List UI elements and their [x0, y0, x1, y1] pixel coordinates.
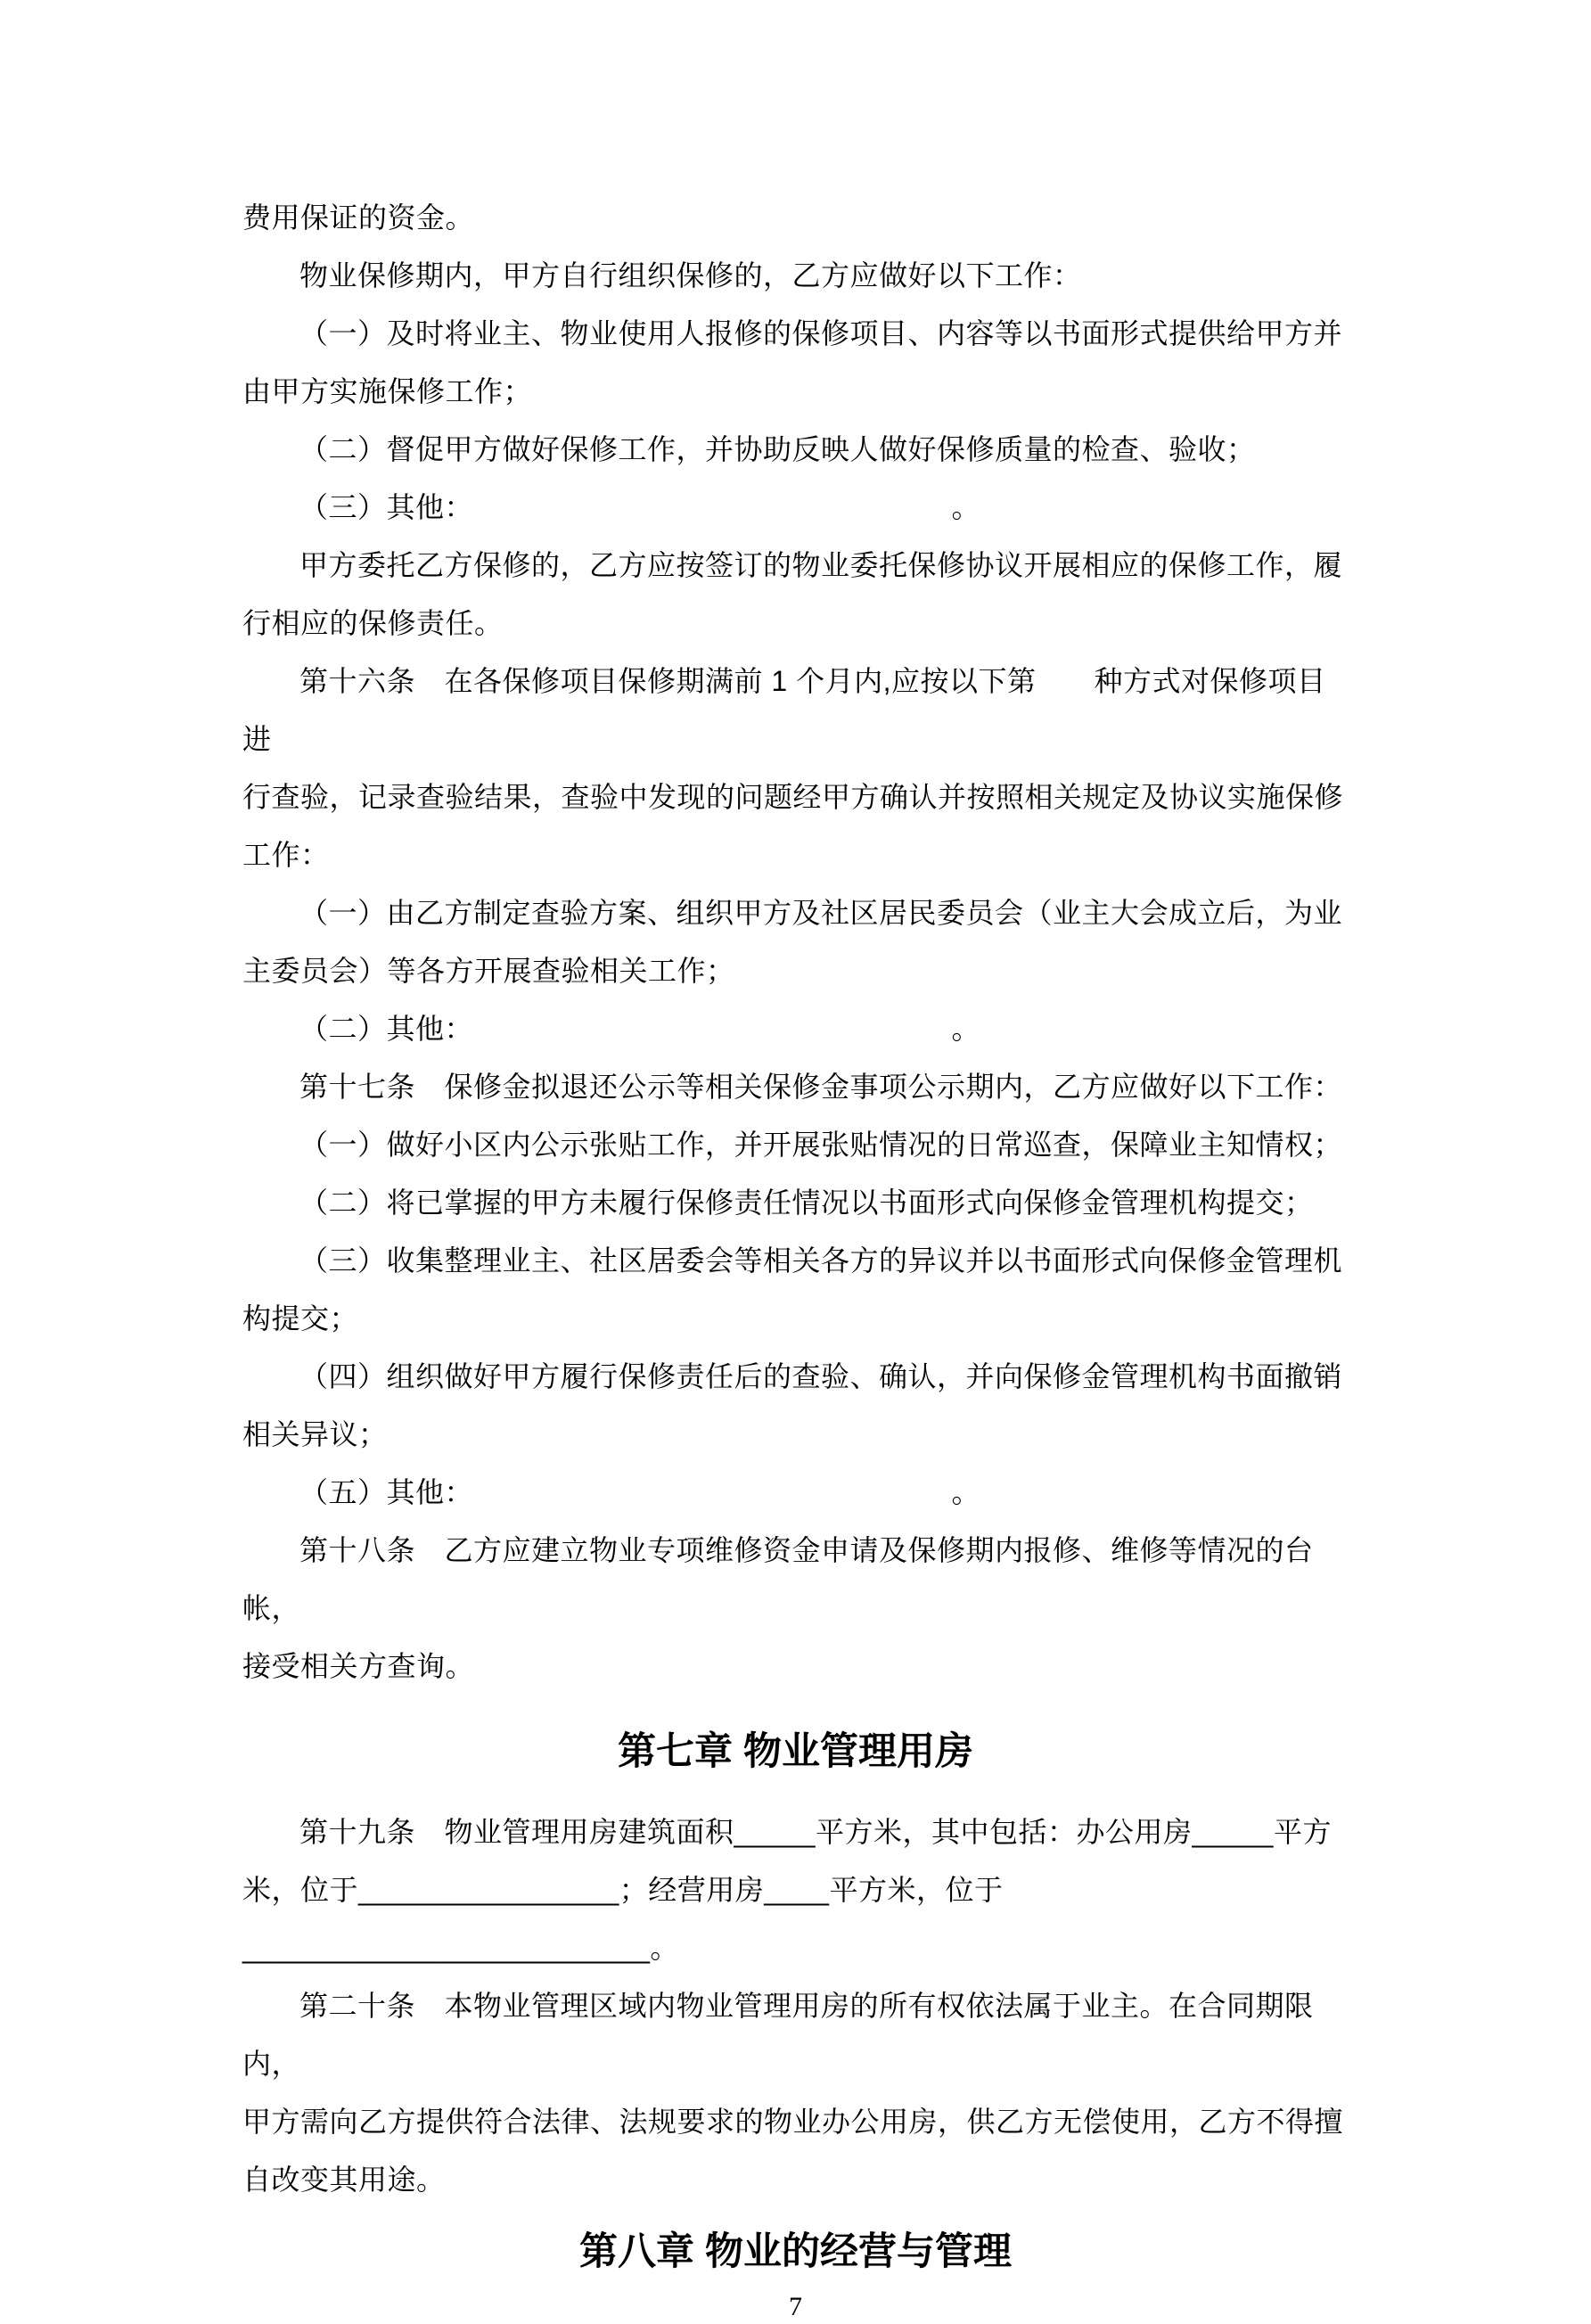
chapter-8-heading: 第八章 物业的经营与管理: [579, 2230, 1012, 2273]
body-line: 米，位于________________；经营用房____平方米，位于_________________________。: [242, 1874, 1004, 1964]
body-line: 主委员会）等各方开展查验相关工作；: [242, 955, 735, 987]
body-line: 甲方委托乙方保修的，乙方应按签订的物业委托保修协议开展相应的保修工作，履: [299, 549, 1343, 581]
document-body: [242, 189, 1349, 2324]
body-line: （二）督促甲方做好保修工作，并协助反映人做好保修质量的检查、验收；: [299, 433, 1256, 465]
body-line: （一）由乙方制定查验方案、组织甲方及社区居民委员会（业主大会成立后，为业: [299, 897, 1343, 929]
body-line: （二）其他： 。: [299, 1013, 981, 1045]
body-line: 第十六条 在各保修项目保修期满前 1 个月内,应按以下第 种方式对保修项目进: [242, 665, 1326, 755]
body-line: 自改变其用途。: [242, 2164, 446, 2196]
body-line: （一）及时将业主、物业使用人报修的保修项目、内容等以书面形式提供给甲方并: [299, 317, 1343, 349]
body-line: （二）将已掌握的甲方未履行保修责任情况以书面形式向保修金管理机构提交；: [299, 1187, 1314, 1219]
body-line: 第十九条 物业管理用房建筑面积_____平方米，其中包括：办公用房_____平方: [299, 1816, 1332, 1848]
body-line: （一）做好小区内公示张贴工作，并开展张贴情况的日常巡查，保障业主知情权；: [299, 1129, 1343, 1161]
page-number: 7: [789, 2292, 802, 2321]
body-line: 工作：: [242, 839, 330, 871]
body-line: 行相应的保修责任。: [242, 607, 504, 639]
body-line: 甲方需向乙方提供符合法律、法规要求的物业办公用房，供乙方无偿使用，乙方不得擅: [242, 2106, 1344, 2138]
body-line: 费用保证的资金。: [242, 201, 475, 234]
body-line: （三）其他： 。: [299, 491, 981, 523]
body-line: 第二十条 本物业管理区域内物业管理用房的所有权依法属于业主。在合同期限内，: [242, 1990, 1314, 2080]
chapter-7-heading: 第七章 物业管理用房: [618, 1730, 973, 1773]
body-line: 构提交；: [242, 1302, 359, 1334]
body-line: 第十八条 乙方应建立物业专项维修资金申请及保修期内报修、维修等情况的台帐，: [242, 1534, 1314, 1624]
body-line: （三）收集整理业主、社区居委会等相关各方的异议并以书面形式向保修金管理机: [299, 1244, 1343, 1277]
body-line: （五）其他： 。: [299, 1476, 981, 1508]
body-line: 第十七条 保修金拟退还公示等相关保修金事项公示期内，乙方应做好以下工作：: [299, 1071, 1343, 1103]
body-line: 行查验，记录查验结果，查验中发现的问题经甲方确认并按照相关规定及协议实施保修: [242, 781, 1344, 813]
body-line: 相关异议；: [242, 1418, 388, 1450]
body-line: 由甲方实施保修工作；: [242, 375, 533, 407]
body-line: 物业保修期内，甲方自行组织保修的，乙方应做好以下工作：: [299, 259, 1082, 292]
body-line: 接受相关方查询。: [242, 1650, 475, 1682]
body-line: （四）组织做好甲方履行保修责任后的查验、确认，并向保修金管理机构书面撤销: [299, 1360, 1343, 1392]
